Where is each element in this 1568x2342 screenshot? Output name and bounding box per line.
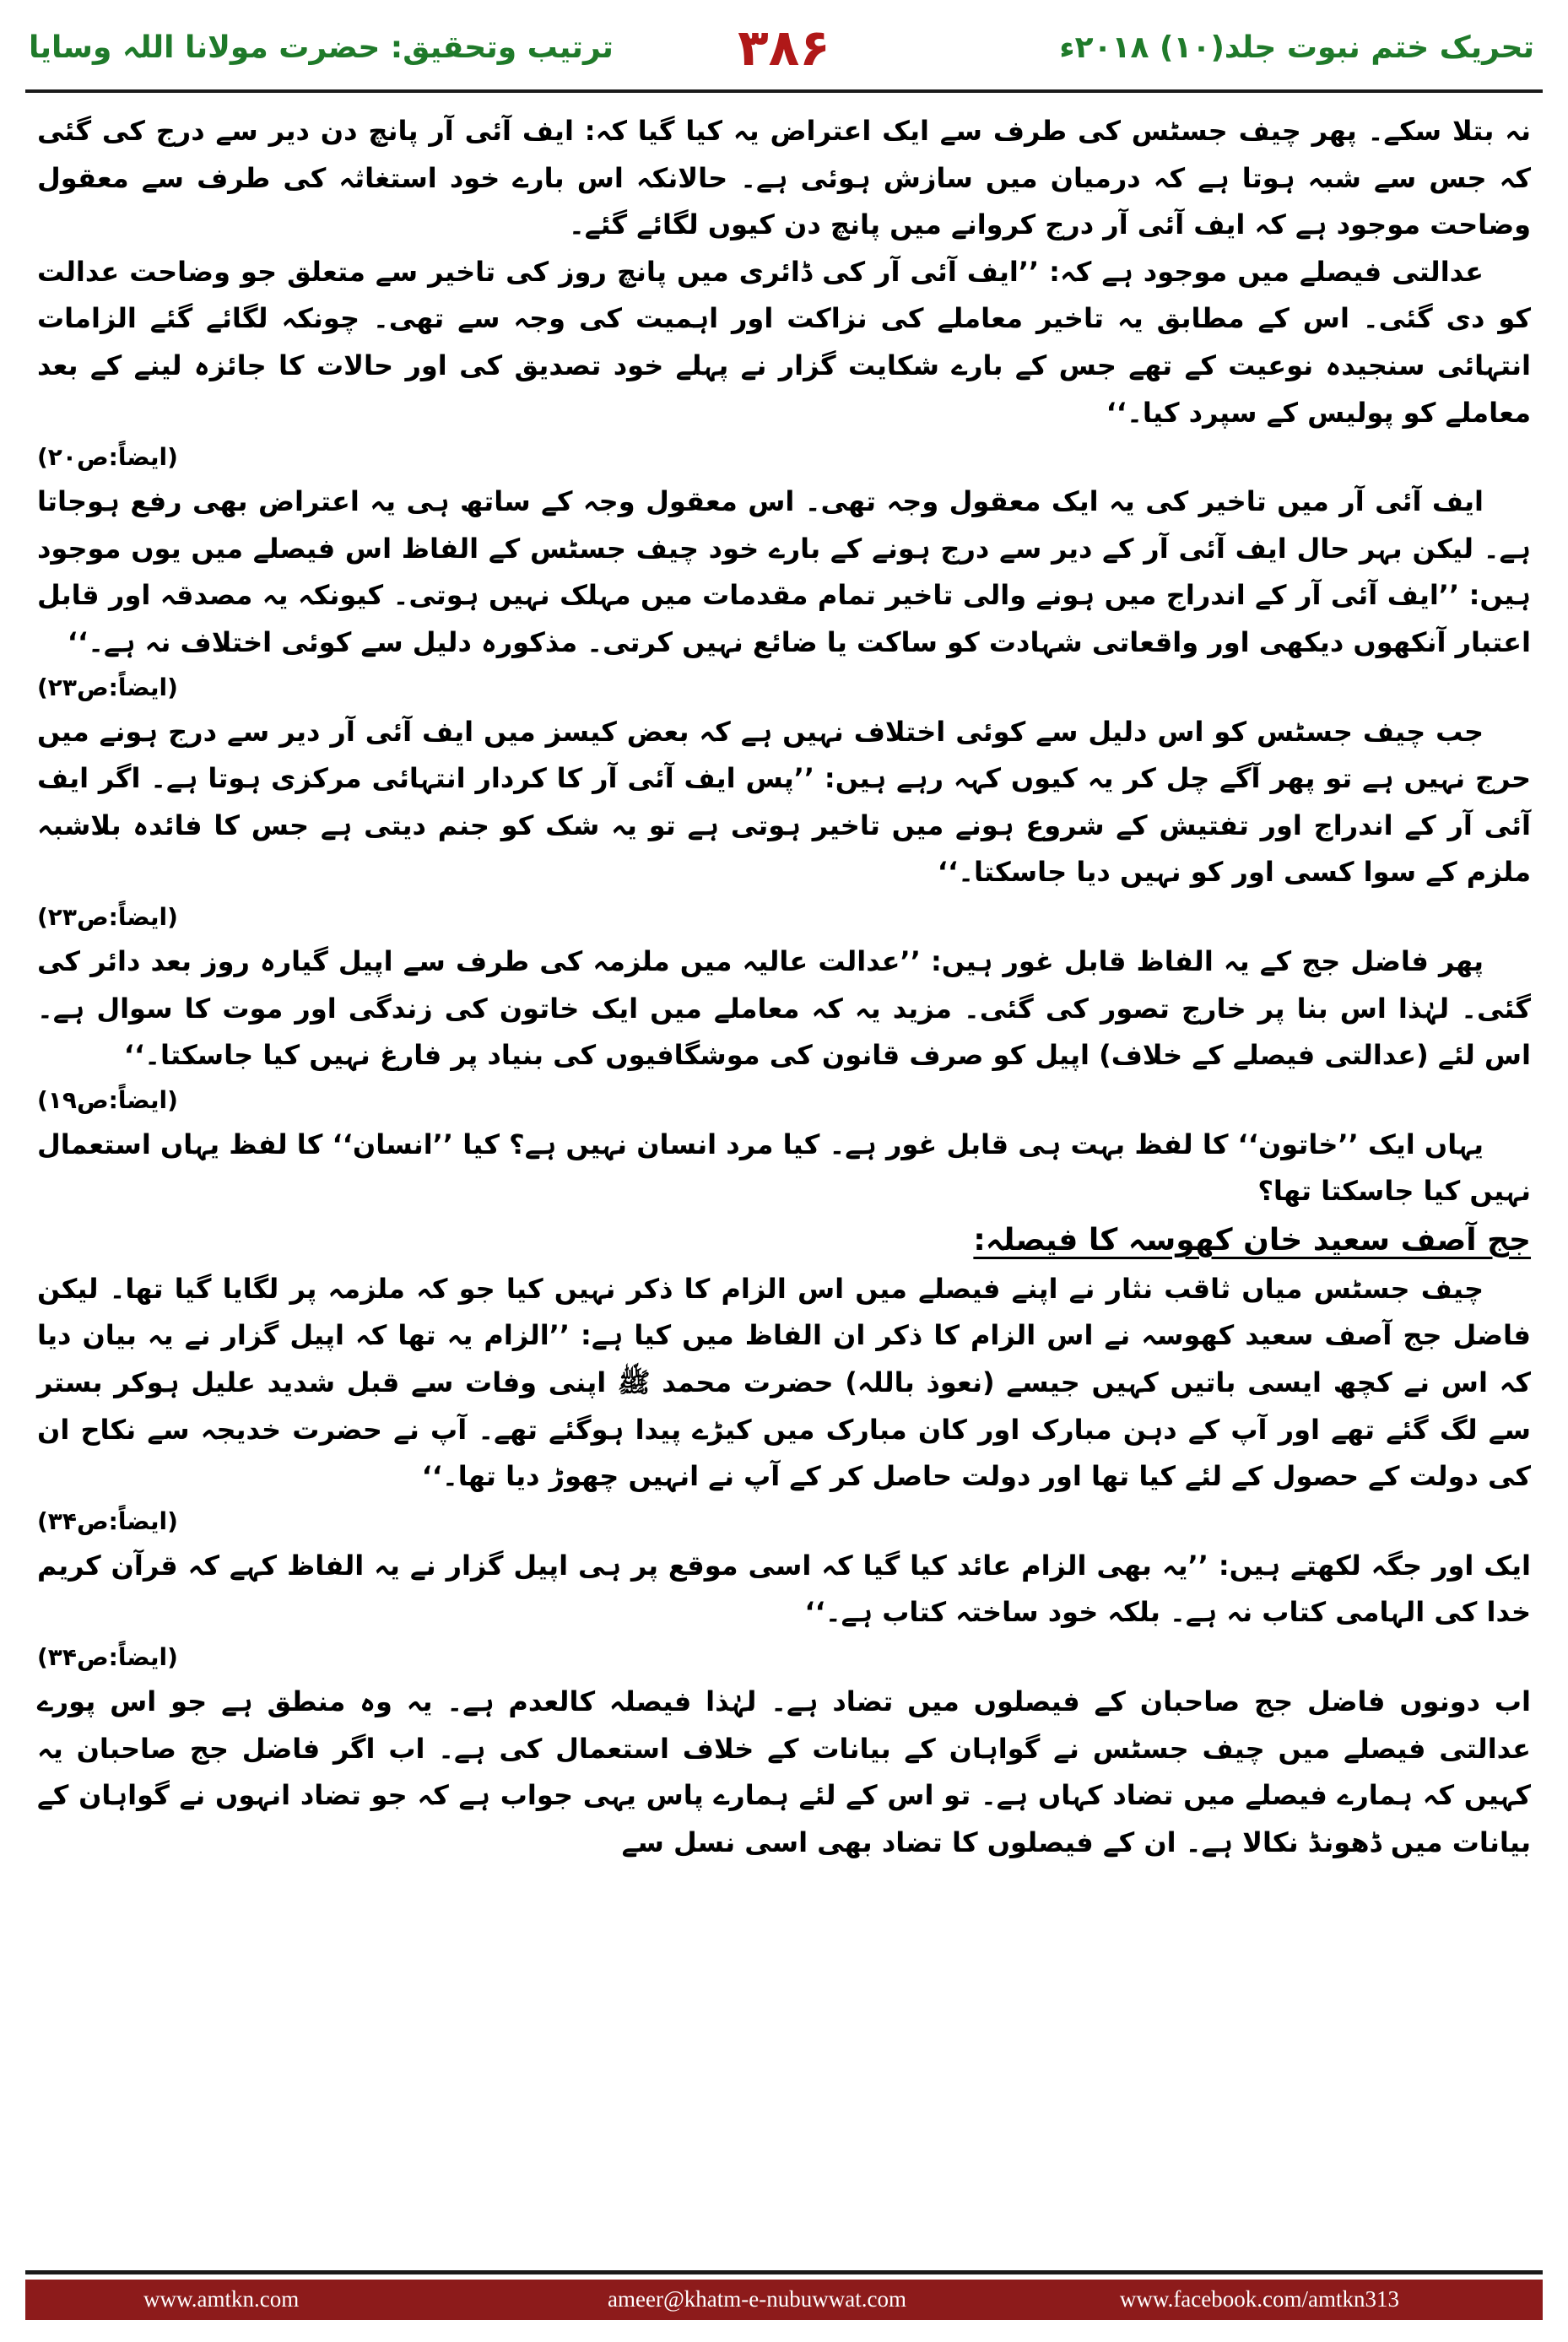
- citation-4-text: (ایضاً:ص۱۹): [37, 1085, 178, 1114]
- section-heading: جج آصف سعید خان کھوسہ کا فیصلہ:: [973, 1222, 1531, 1258]
- citation-6: [37, 1636, 1531, 1679]
- page-header: [0, 0, 1568, 88]
- facebook-link[interactable]: www.facebook.com/amtkn313: [1119, 2286, 1399, 2312]
- citation-4: [37, 1079, 1531, 1122]
- paragraph-2: عدالتی فیصلے میں موجود ہے کہ: ’’ایف آئی آر کی ڈائری میں پانچ روز کی تاخیر سے متعلق جو وضاحت عدالت کو دی گئی۔ اس کے مطابق یہ تاخیر معاملے کی نزاکت اور اہمیت کی وجہ سے تھی۔ چونکہ لگائے گئے الزامات انتہائی سنجیدہ نوعیت کے تھے جس کے بارے شکایت گزار نے پہلے خود تصدیق کی اور حالات کا جائزہ لینے کے بعد معاملے کو پولیس کے سپرد کیا۔‘‘: [37, 255, 1531, 429]
- paragraph-3: ایف آئی آر میں تاخیر کی یہ ایک معقول وجہ تھی۔ اس معقول وجہ کے ساتھ ہی یہ اعتراض بھی رفع ہوجاتا ہے۔ لیکن بہر حال ایف آئی آر کے دیر سے درج ہونے کے بارے خود چیف جسٹس کے الفاظ اس فیصلے میں یوں موجود ہیں: ’’ایف آئی آر کے اندراج میں ہونے والی تاخیر تمام مقدمات میں مہلک نہیں ہوتی۔ کیونکہ یہ مصدقہ اور قابل اعتبار آنکھوں دیکھی اور واقعاتی شہادت کو ساکت یا ضائع نہیں کرتی۔ مذکورہ دلیل سے کوئی اختلاف نہ ہے۔‘‘: [37, 485, 1531, 658]
- citation-5-text: (ایضاً:ص۳۴): [37, 1506, 178, 1535]
- citation-5: [37, 1501, 1531, 1543]
- paragraph-5: پھر فاضل جج کے یہ الفاظ قابل غور ہیں: ’’عدالت عالیہ میں ملزمہ کی طرف سے اپیل گیارہ روز بعد دائر کی گئی۔ لہٰذا اس بنا پر خارج تصور کی گئی۔ مزید یہ کہ معاملے میں ایک خاتون کی زندگی اور موت کا سوال ہے۔ اس لئے (عدالتی فیصلے کے خلاف) اپیل کو صرف قانون کی موشگافیوں کی بنیاد پر فارغ نہیں کیا جاسکتا۔‘‘: [37, 944, 1531, 1072]
- website-link[interactable]: www.amtkn.com: [143, 2286, 300, 2312]
- citation-2-text: (ایضاً:ص۲۳): [37, 673, 178, 701]
- citation-2: [37, 667, 1531, 709]
- compiler-credit: ترتیب وتحقیق: حضرت مولانا اللہ وسایا: [29, 30, 614, 65]
- page-body: [37, 108, 1531, 2167]
- header-divider: [25, 89, 1543, 93]
- paragraph-9: اب دونوں فاضل جج صاحبان کے فیصلوں میں تضاد ہے۔ لہٰذا فیصلہ کالعدم ہے۔ یہ وہ منطق ہے جو اس پورے عدالتی فیصلے میں چیف جسٹس نے گواہان کے بیانات کے خلاف استعمال کی ہے۔ اب اگر فاضل جج صاحبان یہ کہیں کہ ہمارے فیصلے میں تضاد کہاں ہے۔ تو اس کے لئے ہمارے پاس یہی جواب ہے کہ جو تضاد انہوں نے گواہان کے بیانات میں ڈھونڈ نکالا ہے۔ ان کے فیصلوں کا تضاد بھی اسی نسل سے: [37, 1685, 1531, 1858]
- citation-1-text: (ایضاً:ص۲۰): [37, 443, 178, 472]
- citation-3: [37, 896, 1531, 938]
- paragraph-8: ایک اور جگہ لکھتے ہیں: ’’یہ بھی الزام عائد کیا گیا کہ اسی موقع پر ہی اپیل گزار نے یہ الفاظ کہے کہ قرآن کریم خدا کی الہامی کتاب نہ ہے۔ بلکہ خود ساختہ کتاب ہے۔‘‘: [37, 1549, 1531, 1629]
- paragraph-1: نہ بتلا سکے۔ پھر چیف جسٹس کی طرف سے ایک اعتراض یہ کیا گیا کہ: ایف آئی آر پانچ دن دیر سے درج کی گئی کہ جس سے شبہ ہوتا ہے کہ درمیان میں سازش ہوئی ہے۔ حالانکہ اس بارے خود استغاثہ کی طرف سے معقول وضاحت موجود ہے کہ ایف آئی آر درج کروانے میں پانچ دن کیوں لگائے گئے۔: [37, 115, 1531, 241]
- citation-3-text: (ایضاً:ص۲۳): [37, 902, 178, 931]
- citation-1: [37, 436, 1531, 479]
- page-number: ۳۸۶: [738, 19, 830, 78]
- page-footer: [25, 2280, 1543, 2320]
- footer-divider: [25, 2270, 1543, 2274]
- paragraph-7: چیف جسٹس میاں ثاقب نثار نے اپنے فیصلے میں اس الزام کا ذکر نہیں کیا جو کہ ملزمہ پر لگایا گیا تھا۔ لیکن فاضل جج آصف سعید کھوسہ نے اس الزام کا ذکر ان الفاظ میں کیا ہے: ’’الزام یہ تھا کہ اپیل گزار نے یہ بیان دیا کہ اس نے کچھ ایسی باتیں کہیں جیسے (نعوذ باللہ) حضرت محمد ﷺ اپنی وفات سے قبل شدید علیل ہوکر بستر سے لگ گئے تھے اور آپ کے دہن مبارک اور کان مبارک میں کیڑے پیدا ہوگئے تھے۔ آپ نے حضرت خدیجہ سے نکاح ان کی دولت کے حصول کے لئے کیا تھا اور دولت حاصل کر کے آپ نے انہیں چھوڑ دیا تھا۔‘‘: [37, 1272, 1531, 1493]
- email-link[interactable]: ameer@khatm-e-nubuwwat.com: [608, 2286, 906, 2312]
- paragraph-4: جب چیف جسٹس کو اس دلیل سے کوئی اختلاف نہیں ہے کہ بعض کیسز میں ایف آئی آر دیر سے درج ہونے میں حرج نہیں ہے تو پھر آگے چل کر یہ کیوں کہہ رہے ہیں: ’’پس ایف آئی آر کا کردار انتہائی مرکزی ہوتا ہے۔ اگر ایف آئی آر کے اندراج اور تفتیش کے شروع ہونے میں تاخیر ہوتی ہے تو یہ شک کو جنم دیتی ہے جس کا فائدہ بلاشبہ ملزم کے سوا کسی اور کو نہیں دیا جاسکتا۔‘‘: [37, 715, 1532, 889]
- book-title: تحریک ختم نبوت جلد(۱۰) ۲۰۱۸ء: [1059, 30, 1534, 65]
- paragraph-6: یہاں ایک ’’خاتون‘‘ کا لفظ بہت ہی قابل غور ہے۔ کیا مرد انسان نہیں ہے؟ کیا ’’انسان‘‘ کا لفظ یہاں استعمال نہیں کیا جاسکتا تھا؟: [37, 1128, 1531, 1208]
- citation-6-text: (ایضاً:ص۳۴): [37, 1643, 178, 1672]
